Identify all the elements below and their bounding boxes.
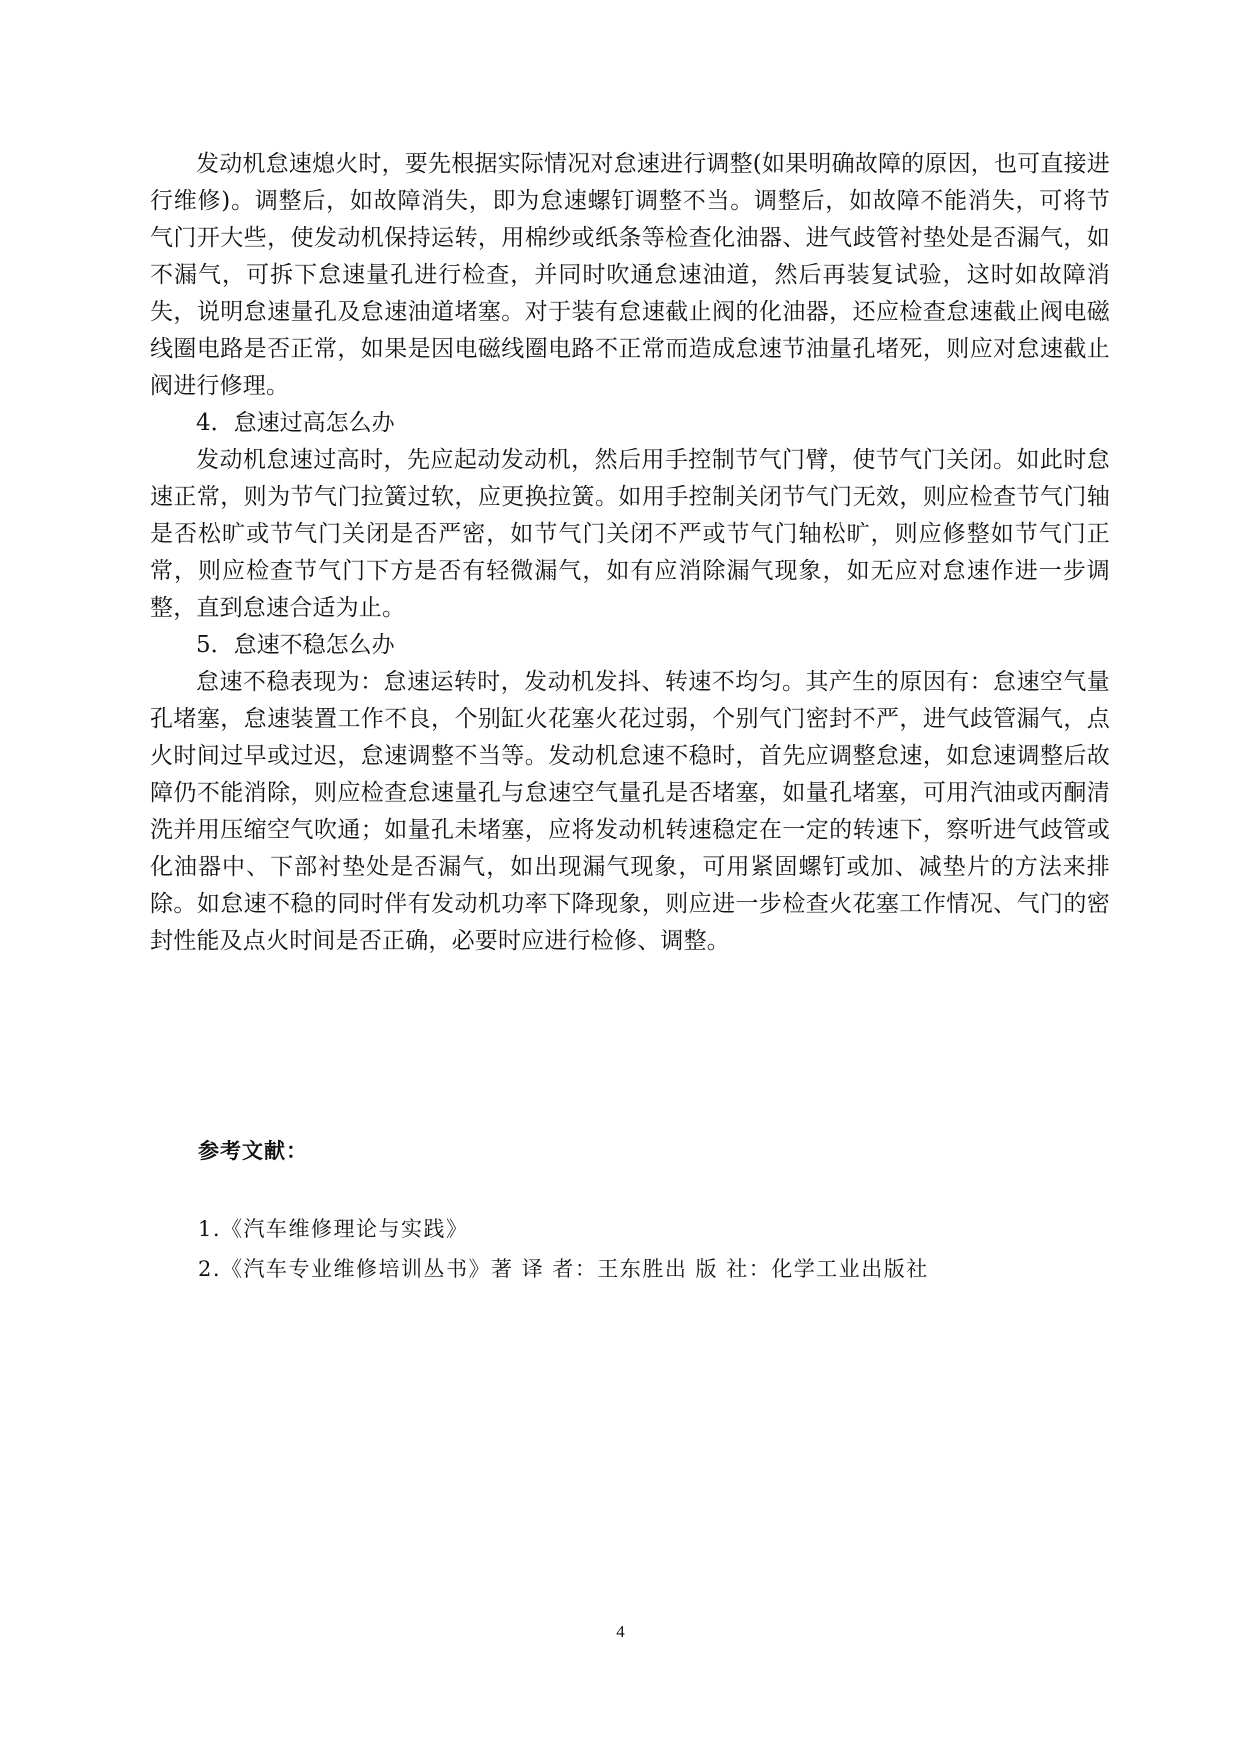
reference-item: 1.《汽车维修理论与实践》 xyxy=(198,1217,469,1241)
paragraph-idle-stall: 发动机怠速熄火时，要先根据实际情况对怠速进行调整(如果明确故障的原因，也可直接进行维修)。调整后，如故障消失，即为怠速螺钉调整不当。调整后，如故障不能消失，可将节气门开大些，使发动机保持运转，用棉纱或纸条等检查化油器、进气歧管衬垫处是否漏气，如不漏气，可拆下怠速量孔进行检查，并同时吹通怠速油道，然后再装复试验，这时如故障消失，说明怠速量孔及怠速油道堵塞。对于装有怠速截止阀的化油器，还应检查怠速截止阀电磁线圈电路是否正常，如果是因电磁线圈电路不正常而造成怠速节油量孔堵死，则应对怠速截止阀进行修理。 xyxy=(150,151,1110,399)
references-list xyxy=(198,1209,1098,1289)
references-section xyxy=(198,1135,1098,1289)
paragraph-unstable-idle: 怠速不稳表现为：怠速运转时，发动机发抖、转速不均匀。其产生的原因有：怠速空气量孔堵塞，怠速装置工作不良，个别缸火花塞火花过弱，个别气门密封不严，进气歧管漏气，点火时间过早或过迟，怠速调整不当等。发动机怠速不稳时，首先应调整怠速，如怠速调整后故障仍不能消除，则应检查怠速量孔与怠速空气量孔是否堵塞，如量孔堵塞，可用汽油或丙酮清洗并用压缩空气吹通；如量孔未堵塞，应将发动机转速稳定在一定的转速下，察听进气歧管或化油器中、下部衬垫处是否漏气，如出现漏气现象，可用紧固螺钉或加、减垫片的方法来排除。如怠速不稳的同时伴有发动机功率下降现象，则应进一步检查火花塞工作情况、气门的密封性能及点火时间是否正确，必要时应进行检修、调整。 xyxy=(150,669,1110,954)
references-title: 参考文献： xyxy=(198,1139,308,1163)
section-heading-high-idle: 4．怠速过高怎么办 xyxy=(196,410,395,436)
page-number: 4 xyxy=(616,1622,625,1641)
body-text xyxy=(150,146,1110,960)
paragraph-high-idle: 发动机怠速过高时，先应起动发动机，然后用手控制节气门臂，使节气门关闭。如此时怠速正常，则为节气门拉簧过软，应更换拉簧。如用手控制关闭节气门无效，则应检查节气门轴是否松旷或节气门关闭是否严密，如节气门关闭不严或节气门轴松旷，则应修整如节气门正常，则应检查节气门下方是否有轻微漏气，如有应消除漏气现象，如无应对怠速作进一步调整，直到怠速合适为止。 xyxy=(150,447,1110,621)
reference-item: 2.《汽车专业维修培训丛书》著 译 者：王东胜出 版 社：化学工业出版社 xyxy=(198,1257,929,1281)
section-heading-unstable-idle: 5．怠速不稳怎么办 xyxy=(196,632,395,658)
